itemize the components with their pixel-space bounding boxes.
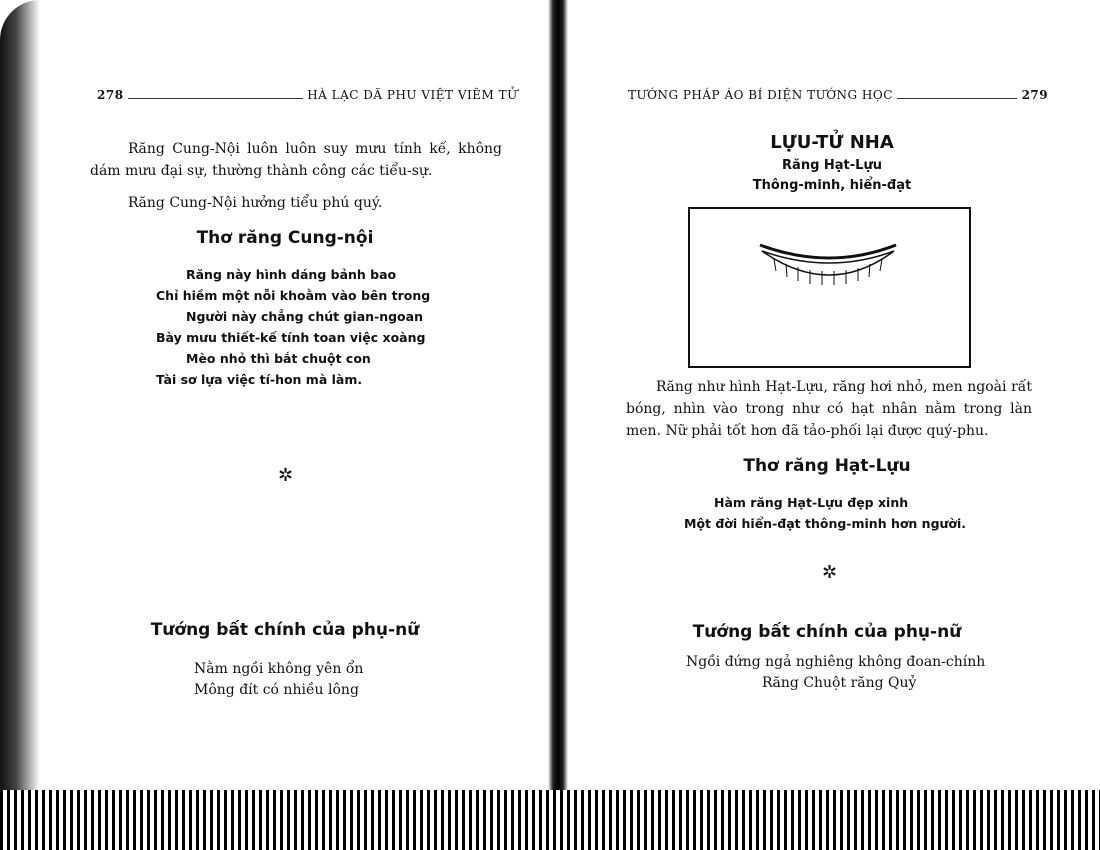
chapter-title: LỰU-TỬ NHA	[770, 132, 894, 153]
paragraph: Răng Cung-Nội hưởng tiểu phú quý.	[128, 195, 383, 211]
subtitle: Răng Hạt-Lựu	[782, 158, 882, 173]
paragraph: Răng Cung-Nội luôn luôn suy mưu tính kế, không dám mưu đại sự, thường thành công các tiểu-sự.	[90, 141, 502, 179]
poem-line: Tài sơ lựa việc tí-hon mà làm.	[156, 372, 363, 387]
right-page	[572, 0, 1067, 790]
verse-line: Ngồi đứng ngả nghiêng không đoan-chính	[686, 654, 986, 670]
running-head-text: TƯỚNG PHÁP ÁO BÍ DIỆN TƯỚNG HỌC	[628, 88, 893, 102]
poem-line: Hàm răng Hạt-Lựu đẹp xinh	[714, 495, 909, 510]
poem	[156, 264, 430, 390]
poem-title: Thơ răng Hạt-Lựu	[743, 456, 911, 476]
teeth-icon	[690, 209, 969, 366]
page-number: 278	[97, 88, 124, 102]
verse-line: Mông đít có nhiều lông	[194, 682, 359, 698]
left-running-head	[97, 88, 518, 102]
right-running-head	[628, 88, 1048, 102]
ornament-icon: ✲	[822, 562, 838, 583]
ornament-icon: ✲	[278, 465, 294, 486]
subtitle: Thông-minh, hiển-đạt	[752, 178, 912, 193]
poem-line: Một đời hiển-đạt thông-minh hơn người.	[684, 516, 967, 531]
paragraph: Răng như hình Hạt-Lựu, răng hơi nhỏ, men ngoài rất bóng, nhìn vào trong như có hạt nhân nằm trong làn men. Nữ phải tốt hơn đã tảo-phối lại được quý-phu.	[626, 379, 1032, 439]
header-rule	[897, 98, 1017, 99]
poem	[684, 492, 966, 534]
verse-line: Nằm ngồi không yên ổn	[194, 661, 364, 677]
teeth-illustration	[688, 207, 971, 368]
poem-line: Răng này hình dáng bảnh bao	[186, 267, 397, 282]
section-title: Tướng bất chính của phụ-nữ	[150, 620, 420, 640]
poem-title: Thơ răng Cung-nội	[196, 228, 374, 248]
section-verse	[194, 659, 363, 701]
section-verse	[686, 652, 985, 694]
book-spine	[548, 0, 568, 850]
poem-line: Chỉ hiềm một nỗi khoằm vào bên trong	[156, 288, 431, 303]
section-title: Tướng bất chính của phụ-nữ	[692, 622, 962, 642]
left-page	[40, 0, 545, 790]
verse-line: Răng Chuột răng Quỷ	[762, 675, 917, 691]
page-edge-shadow	[0, 0, 40, 790]
header-rule	[128, 98, 303, 99]
poem-line: Người này chẳng chút gian-ngoan	[186, 309, 423, 324]
poem-line: Bày mưu thiết-kế tính toan việc xoàng	[156, 330, 426, 345]
scan-edge-stripes	[0, 790, 1100, 850]
poem-line: Mèo nhỏ thì bắt chuột con	[186, 351, 371, 366]
running-head-text: HÀ LẠC DÃ PHU VIỆT VIÊM TỬ	[307, 88, 518, 102]
page-number: 279	[1021, 88, 1049, 102]
